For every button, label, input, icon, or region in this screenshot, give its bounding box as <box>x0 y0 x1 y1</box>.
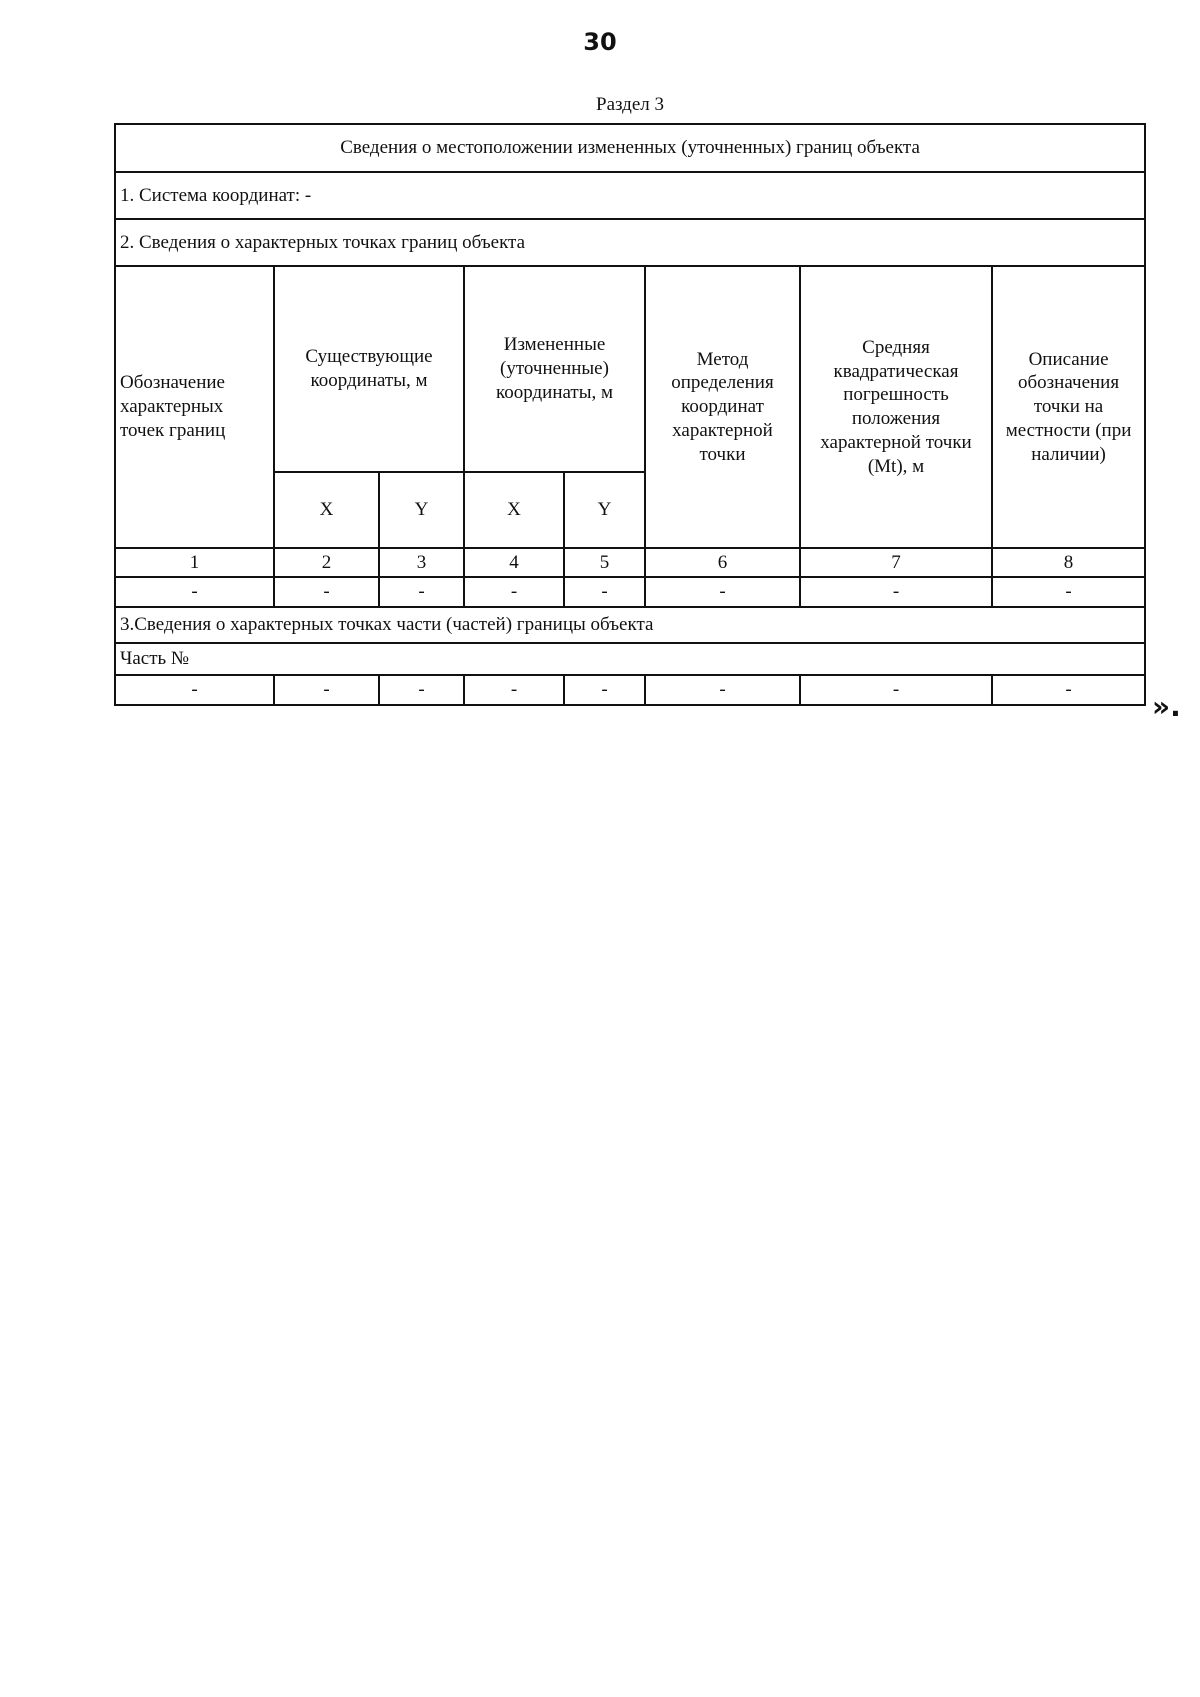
table-cell: - <box>992 675 1145 705</box>
column-number: 2 <box>274 548 379 577</box>
table-cell: - <box>115 577 274 607</box>
header-changed-coords: Измененные (уточненные) координаты, м <box>464 266 645 472</box>
table-cell: - <box>645 675 800 705</box>
table-cell: - <box>800 577 992 607</box>
table-cell: - <box>274 675 379 705</box>
header-changed-x: X <box>464 472 564 548</box>
header-existing-x: X <box>274 472 379 548</box>
table-cell: - <box>992 577 1145 607</box>
header-description: Описание обозначения точки на местности (при наличии) <box>992 266 1145 548</box>
boundary-table <box>114 123 1146 706</box>
page-number: 30 <box>583 28 617 56</box>
column-number: 1 <box>115 548 274 577</box>
section3-title: 3.Сведения о характерных точках части (частей) границы объекта <box>115 607 1145 643</box>
section-title: Раздел 3 <box>596 94 664 115</box>
column-number: 8 <box>992 548 1145 577</box>
table-cell: - <box>464 577 564 607</box>
table-row <box>115 675 1145 705</box>
closing-quote-mark: ». <box>1152 690 1181 723</box>
column-number: 7 <box>800 548 992 577</box>
header-existing-y: Y <box>379 472 464 548</box>
table-caption: Сведения о местоположении измененных (уточненных) границ объекта <box>115 124 1145 172</box>
header-existing-coords: Существующие координаты, м <box>274 266 464 472</box>
table-cell: - <box>379 675 464 705</box>
table-cell: - <box>564 577 645 607</box>
column-number: 5 <box>564 548 645 577</box>
table-cell: - <box>274 577 379 607</box>
header-method: Метод определения координат характерной точки <box>645 266 800 548</box>
section2-title: 2. Сведения о характерных точках границ объекта <box>115 219 1145 266</box>
table-cell: - <box>800 675 992 705</box>
header-point-designation: Обозначение характерных точек границ <box>115 266 274 548</box>
column-number: 6 <box>645 548 800 577</box>
table-cell: - <box>564 675 645 705</box>
table-cell: - <box>464 675 564 705</box>
column-number: 4 <box>464 548 564 577</box>
column-number: 3 <box>379 548 464 577</box>
coord-system: 1. Система координат: - <box>115 172 1145 219</box>
header-changed-y: Y <box>564 472 645 548</box>
table-row <box>115 577 1145 607</box>
header-mean-error: Средняя квадратическая погрешность положения характерной точки (Mt), м <box>800 266 992 548</box>
table-cell: - <box>645 577 800 607</box>
table-cell: - <box>379 577 464 607</box>
part-label: Часть № <box>115 643 1145 675</box>
table-cell: - <box>115 675 274 705</box>
